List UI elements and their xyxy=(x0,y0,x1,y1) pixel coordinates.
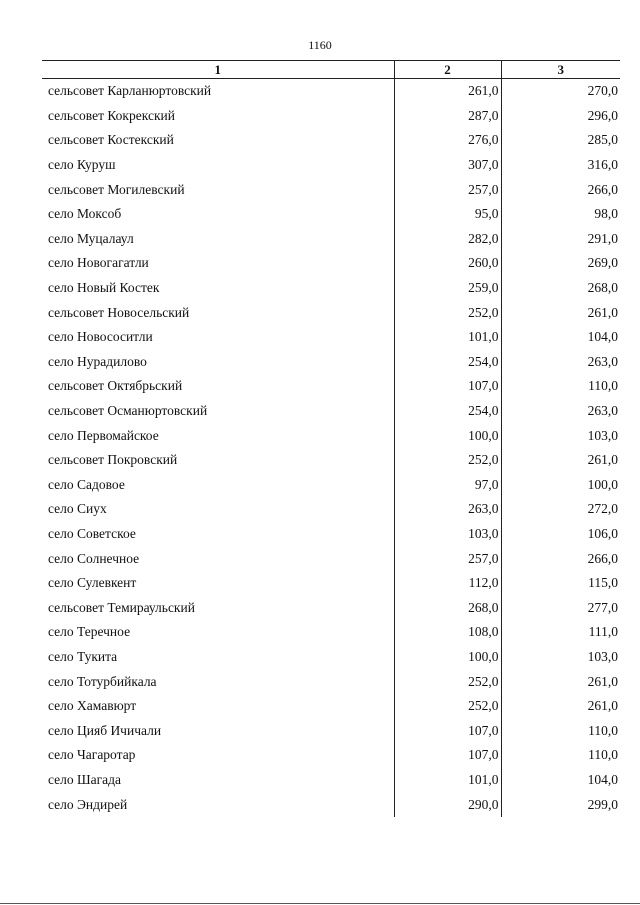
row-value-col3: 270,0 xyxy=(587,83,618,99)
row-name-cell: сельсовет Костекский xyxy=(48,132,174,148)
table-row xyxy=(42,718,620,743)
table-row xyxy=(42,522,620,547)
row-value-col2: 108,0 xyxy=(394,620,501,645)
row-value-col2: 259,0 xyxy=(394,276,501,301)
table-row xyxy=(42,153,620,178)
row-name-cell: село Куруш xyxy=(48,157,116,173)
row-value-col2: 112,0 xyxy=(394,571,501,596)
row-name-cell: село Хамавюрт xyxy=(48,698,137,714)
row-value-col3: 100,0 xyxy=(587,476,618,492)
row-value-col3: 261,0 xyxy=(587,673,618,689)
row-value-col3: 291,0 xyxy=(587,230,618,246)
table-row xyxy=(42,792,620,817)
table-row xyxy=(42,571,620,596)
row-value-col3: 269,0 xyxy=(587,255,618,271)
row-name-cell: село Цияб Ичичали xyxy=(48,722,162,738)
table-row xyxy=(42,202,620,227)
column-header-1: 1 xyxy=(42,61,394,79)
row-value-col3: 103,0 xyxy=(587,427,618,443)
row-name-cell: сельсовет Октябрьский xyxy=(48,378,183,394)
table-row xyxy=(42,620,620,645)
row-value-col2: 276,0 xyxy=(394,128,501,153)
table-row xyxy=(42,300,620,325)
data-table-container xyxy=(42,60,620,817)
row-name-cell: сельсовет Могилевский xyxy=(48,181,185,197)
row-value-col3: 106,0 xyxy=(587,525,618,541)
row-value-col3: 277,0 xyxy=(587,599,618,615)
row-value-col3: 110,0 xyxy=(588,722,618,738)
row-value-col3: 261,0 xyxy=(587,698,618,714)
page-bottom-rule xyxy=(0,903,640,904)
table-row xyxy=(42,743,620,768)
row-value-col2: 307,0 xyxy=(394,153,501,178)
data-table xyxy=(42,60,620,817)
row-value-col3: 263,0 xyxy=(587,353,618,369)
row-value-col2: 97,0 xyxy=(394,473,501,498)
row-name-cell: село Нурадилово xyxy=(48,353,147,369)
table-row xyxy=(42,374,620,399)
row-value-col2: 103,0 xyxy=(394,522,501,547)
row-name-cell: сельсовет Темираульский xyxy=(48,599,195,615)
table-row xyxy=(42,645,620,670)
row-name-cell: село Новый Костек xyxy=(48,280,160,296)
table-row xyxy=(42,595,620,620)
row-name-cell: село Сиух xyxy=(48,501,107,517)
table-row xyxy=(42,423,620,448)
row-name-cell: село Тукита xyxy=(48,648,118,664)
row-value-col2: 282,0 xyxy=(394,227,501,252)
table-row xyxy=(42,669,620,694)
row-value-col2: 254,0 xyxy=(394,350,501,375)
row-name-cell: село Эндирей xyxy=(48,796,128,812)
row-value-col2: 100,0 xyxy=(394,423,501,448)
row-value-col2: 290,0 xyxy=(394,792,501,817)
row-name-cell: село Советское xyxy=(48,525,136,541)
row-value-col2: 268,0 xyxy=(394,595,501,620)
row-value-col2: 101,0 xyxy=(394,325,501,350)
row-value-col2: 252,0 xyxy=(394,669,501,694)
table-row xyxy=(42,399,620,424)
column-header-2: 2 xyxy=(394,61,501,79)
row-value-col2: 252,0 xyxy=(394,448,501,473)
table-row xyxy=(42,448,620,473)
row-value-col2: 252,0 xyxy=(394,694,501,719)
table-row xyxy=(42,177,620,202)
table-row xyxy=(42,227,620,252)
row-name-cell: сельсовет Карланюртовский xyxy=(48,83,212,99)
table-row xyxy=(42,546,620,571)
table-row xyxy=(42,350,620,375)
table-row xyxy=(42,128,620,153)
row-value-col3: 104,0 xyxy=(587,771,618,787)
row-value-col3: 110,0 xyxy=(588,747,618,763)
row-name-cell: село Шагада xyxy=(48,771,122,787)
table-row xyxy=(42,325,620,350)
table-row xyxy=(42,473,620,498)
row-name-cell: село Моксоб xyxy=(48,206,122,222)
row-value-col2: 261,0 xyxy=(394,79,501,104)
row-name-cell: село Солнечное xyxy=(48,550,140,566)
table-row xyxy=(42,79,620,104)
row-value-col3: 111,0 xyxy=(588,624,618,640)
row-name-cell: сельсовет Османюртовский xyxy=(48,403,208,419)
row-value-col3: 296,0 xyxy=(587,107,618,123)
row-value-col2: 107,0 xyxy=(394,374,501,399)
row-value-col3: 272,0 xyxy=(587,501,618,517)
row-value-col2: 107,0 xyxy=(394,718,501,743)
row-value-col3: 110,0 xyxy=(588,378,618,394)
row-value-col3: 285,0 xyxy=(587,132,618,148)
table-row xyxy=(42,251,620,276)
table-row xyxy=(42,497,620,522)
table-row xyxy=(42,276,620,301)
row-value-col3: 103,0 xyxy=(587,648,618,664)
row-value-col3: 115,0 xyxy=(588,575,618,591)
row-name-cell: сельсовет Покровский xyxy=(48,452,178,468)
row-value-col2: 260,0 xyxy=(394,251,501,276)
column-header-3: 3 xyxy=(501,61,620,79)
row-value-col3: 266,0 xyxy=(587,181,618,197)
row-name-cell: село Теречное xyxy=(48,624,131,640)
row-name-cell: село Новососитли xyxy=(48,329,153,345)
row-value-col2: 263,0 xyxy=(394,497,501,522)
row-value-col3: 299,0 xyxy=(587,796,618,812)
row-name-cell: село Тотурбийкала xyxy=(48,673,157,689)
row-value-col2: 252,0 xyxy=(394,300,501,325)
row-name-cell: село Чагаротар xyxy=(48,747,136,763)
row-value-col2: 287,0 xyxy=(394,104,501,129)
table-row xyxy=(42,104,620,129)
row-value-col3: 268,0 xyxy=(587,280,618,296)
row-name-cell: село Муцалаул xyxy=(48,230,134,246)
table-body xyxy=(42,79,620,817)
row-value-col3: 261,0 xyxy=(587,452,618,468)
row-value-col2: 257,0 xyxy=(394,177,501,202)
row-value-col2: 257,0 xyxy=(394,546,501,571)
table-header-row xyxy=(42,61,620,79)
page-number: 1160 xyxy=(308,38,332,52)
row-value-col2: 101,0 xyxy=(394,768,501,793)
row-value-col2: 107,0 xyxy=(394,743,501,768)
row-name-cell: сельсовет Новосельский xyxy=(48,304,190,320)
row-name-cell: сельсовет Кокрекский xyxy=(48,107,175,123)
row-name-cell: село Садовое xyxy=(48,476,125,492)
row-value-col3: 98,0 xyxy=(594,206,618,222)
row-value-col2: 95,0 xyxy=(394,202,501,227)
row-value-col3: 261,0 xyxy=(587,304,618,320)
row-value-col3: 316,0 xyxy=(587,157,618,173)
row-value-col2: 254,0 xyxy=(394,399,501,424)
row-name-cell: село Первомайское xyxy=(48,427,159,443)
row-value-col3: 266,0 xyxy=(587,550,618,566)
row-name-cell: село Новогагатли xyxy=(48,255,149,271)
table-row xyxy=(42,768,620,793)
row-name-cell: село Сулевкент xyxy=(48,575,137,591)
row-value-col3: 104,0 xyxy=(587,329,618,345)
row-value-col2: 100,0 xyxy=(394,645,501,670)
row-value-col3: 263,0 xyxy=(587,403,618,419)
table-row xyxy=(42,694,620,719)
